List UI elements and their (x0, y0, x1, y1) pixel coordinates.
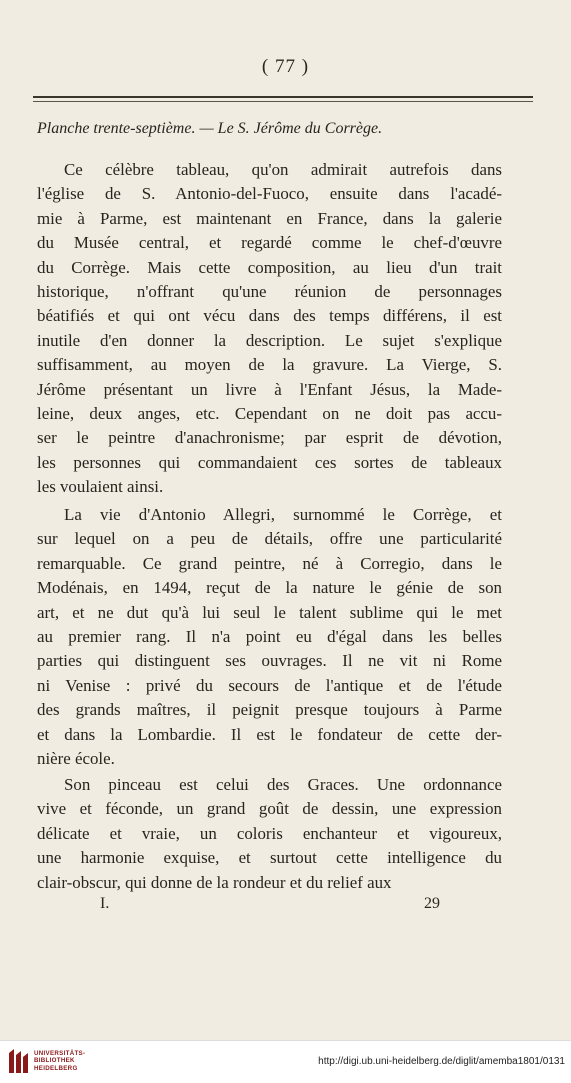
text-line: nière école. (37, 748, 115, 768)
text-line: les personnes qui commandaient ces sortes de tableaux (37, 452, 502, 472)
text-line: béatifiés et qui ont vécu dans des temps différens, il est (37, 306, 502, 326)
text-line: du Musée central, et regardé comme le chef-d'œuvre (37, 233, 502, 253)
text-line: ser le peintre d'anachronisme; par esprit de dévotion, (37, 428, 502, 448)
text-line: mie à Parme, est maintenant en France, dans la galerie (37, 208, 502, 228)
library-name: UNIVERSITÄTS- BIBLIOTHEK HEIDELBERG (34, 1050, 86, 1072)
plate-heading: Planche trente-septième. — Le S. Jérôme du Corrège. (37, 120, 383, 137)
text-line: les voulaient ainsi. (37, 477, 164, 497)
header-rule-thick (33, 96, 533, 98)
text-line: clair-obscur, qui donne de la rondeur et du relief aux (37, 872, 392, 892)
signature-mark: I. (100, 895, 110, 912)
signature-number: 29 (424, 895, 440, 912)
paragraph-3 (37, 773, 502, 895)
text-line: ni Venise : privé du secours de l'antique et de l'étude (37, 675, 502, 695)
text-line: leine, deux anges, etc. Cependant on ne doit pas accu- (37, 403, 502, 423)
text-line: du Corrège. Mais cette composition, au lieu d'un trait (37, 257, 502, 277)
text-line: inutile d'en donner la description. Le sujet s'explique (37, 330, 502, 350)
text-line: Modénais, en 1494, reçut de la nature le génie de son (37, 578, 502, 598)
text-line: et dans la Lombardie. Il est le fondateur de cette der- (37, 724, 502, 744)
library-logo-icon (6, 1047, 32, 1075)
paragraph-2 (37, 503, 502, 771)
text-line: La vie d'Antonio Allegri, surnommé le Corrège, et (64, 505, 502, 524)
text-line: historique, n'offrant qu'une réunion de personnages (37, 281, 502, 301)
text-line: art, et ne dut qu'à lui seul le talent sublime qui le met (37, 602, 502, 622)
text-line: Ce célèbre tableau, qu'on admirait autrefois dans (64, 160, 502, 179)
text-line: délicate et vraie, un coloris enchanteur et vigoureux, (37, 823, 502, 843)
permalink-url[interactable]: http://digi.ub.uni-heidelberg.de/diglit/amemba1801/0131 (318, 1056, 565, 1067)
text-line: parties qui distinguent ses ouvrages. Il ne vit ni Rome (37, 651, 502, 671)
text-line: sur lequel on a peu de détails, offre une particularité (37, 529, 502, 549)
text-line: Jérôme présentant un livre à l'Enfant Jésus, la Made- (37, 379, 502, 399)
text-line: vive et féconde, un grand goût de dessin, une expression (37, 799, 502, 819)
paragraph-1 (37, 158, 502, 499)
text-line: Son pinceau est celui des Graces. Une ordonnance (64, 775, 502, 794)
page-number: ( 77 ) (261, 56, 310, 77)
text-line: l'église de S. Antonio-del-Fuoco, ensuite dans l'acadé- (37, 184, 502, 204)
text-line: au premier rang. Il n'a point eu d'égal dans les belles (37, 626, 502, 646)
text-line: remarquable. Ce grand peintre, né à Corregio, dans le (37, 553, 502, 573)
library-footer (0, 1040, 571, 1083)
text-line: des grands maîtres, il peignit presque toujours à Parme (37, 700, 502, 720)
text-line: suffisamment, au moyen de la gravure. La Vierge, S. (37, 355, 502, 375)
text-line: une harmonie exquise, et surtout cette intelligence du (37, 848, 502, 868)
header-rule-thin (33, 101, 533, 102)
